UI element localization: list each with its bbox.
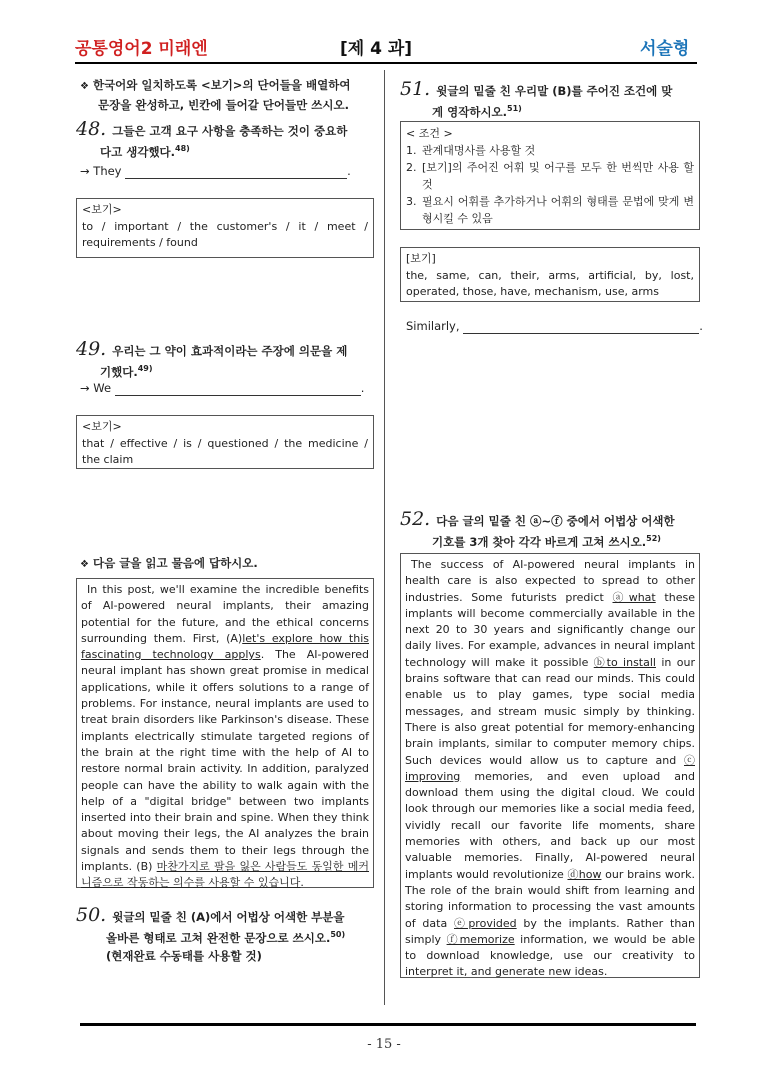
question-number: 50. xyxy=(76,904,107,926)
passage-2: The success of AI-powered neural implants in health care is also expected to spread to other industries. Some futurists predict ⓐwhat these implants will become commercially available in the next 20 to 30 years and significantly change our daily lives. For example, advances in neural implant technology will make it possible ⓑto install in our brains software that can read our minds. This could enable us to play games, type social media messages, and stream music simply by thinking. There is also great potential for memory-enhancing brain implants, similar to computer memory chips. Such devices would allow us to capture and ⓒ improving memories, and even upload and download them using the digital cloud. We could look through our memories like a social media feed, vividly recall our favorite life moments, share memories with others, and back up our most valuable memories. Finally, AI-powered neural implants would revolutionize ⓓhow our brains work. The role of the brain would shift from learning and storing information to processing the vast amounts of data ⓔprovided by the implants. Rather than simply ⓕmemorize information, we would be able to download knowledge, use our creativity to interpret it, and generate new ideas. xyxy=(400,553,700,978)
q49-word-box: <보기> that / effective / is / questioned / the medicine / the claim xyxy=(76,415,374,469)
q48-word-box: <보기> to / important / the customer's / it / meet / requirements / found xyxy=(76,198,374,258)
marker-a: ⓐwhat xyxy=(612,590,656,604)
bullet-icon: ❖ xyxy=(80,81,89,92)
page-number: - 15 - xyxy=(367,1037,401,1052)
marker-e: ⓔprovided xyxy=(454,916,517,930)
condition-2: 2. [보기]의 주어진 어휘 및 어구를 모두 한 번씩만 사용 할 것 xyxy=(406,161,694,191)
header-lesson-title: [제 4 과] xyxy=(340,39,413,59)
question-number: 49. xyxy=(76,338,107,360)
section1-instruction: ❖ 한국어와 일치하도록 <보기>의 단어들을 배열하여 문장을 완성하고, 빈칸에 들어갈 단어들만 쓰시오. xyxy=(80,78,351,112)
header-left-title: 공통영어2 미래엔 xyxy=(75,39,208,59)
q49-answer-line[interactable]: → We . xyxy=(80,381,365,395)
question-number: 48. xyxy=(76,118,107,140)
header-rule xyxy=(75,62,697,64)
column-divider xyxy=(384,70,385,1005)
answer-blank[interactable] xyxy=(115,383,361,396)
q48-answer-line[interactable]: → They . xyxy=(80,164,351,178)
passage-1: In this post, we'll examine the incredible benefits of AI-powered neural implants, their amazing potential for the future, and the ethical concerns surrounding them. First, (A)let's explore how this fascinating technology applys. The AI-powered neural implant has shown great promise in medical applications, while it offers solutions to a range of problems. For instance, neural implants are used to treat brain disorders like Parkinson's disease. These implants electrically stimulate targeted regions of the brain at the right time with the help of AI to restore normal brain activity. In addition, paralyzed people can have the ability to walk again with the help of a "digital bridge" between two implants inserted into their brain and spine. When they think about moving their legs, the AI analyzes the brain signals and sends them to their legs through the implants. (B) 마찬가지로 팔을 잃은 사람들도 동일한 메커니즘으로 작동하는 의수를 사용할 수 있습니다. xyxy=(76,578,374,888)
q51-answer-line[interactable]: Similarly, . xyxy=(406,319,703,333)
marker-f: ⓕmemorize xyxy=(446,932,515,946)
header-right-title: 서술형 xyxy=(640,39,690,59)
marker-d: ⓓhow xyxy=(567,867,602,881)
q51-word-box: [보기] the, same, can, their, arms, artificial, by, lost, operated, those, have, mechanism, use, arms xyxy=(400,247,700,302)
question-50: 50. 윗글의 밑줄 친 (A)에서 어법상 어색한 부분을 올바른 형태로 고쳐 완전한 문장으로 쓰시오.$^{50)}$ (현재완료 수동태를 사용할 것) xyxy=(76,904,346,963)
q51-conditions-box: < 조건 > 1. 관계대명사를 사용할 것 2. [보기]의 주어진 어휘 및 어구를 모두 한 번씩만 사용 할 것 3. 필요시 어휘를 추가하거나 어휘의 형태를 문법에 맞게 변형시킬 수 있음 xyxy=(400,121,700,230)
question-number: 51. xyxy=(400,78,431,100)
underlined-part-b: 마찬가지로 팔을 잃은 사람들도 동일한 메커니즘으로 작동하는 의수를 사용할 수 있습니다 xyxy=(81,860,370,890)
underlined-part-a: let's explore how this fascinating technology applys xyxy=(81,631,369,662)
question-49: 49. 우리는 그 약이 효과적이라는 주장에 의문을 제 기했다.$^{49)}$ xyxy=(76,338,348,379)
condition-1: 1. 관계대명사를 사용할 것 xyxy=(406,144,536,157)
question-number: 52. xyxy=(400,508,431,530)
footer-rule xyxy=(80,1023,696,1026)
condition-3: 3. 필요시 어휘를 추가하거나 어휘의 형태를 문법에 맞게 변형시킬 수 있음 xyxy=(406,195,694,225)
question-48: 48. 그들은 고객 요구 사항을 충족하는 것이 중요하 다고 생각했다.$^{48)}$ xyxy=(76,118,348,159)
marker-c: ⓒ improving xyxy=(405,753,695,783)
section2-instruction: ❖ 다음 글을 읽고 물음에 답하시오. xyxy=(80,556,258,570)
question-51: 51. 윗글의 밑줄 친 우리말 (B)를 주어진 조건에 맞 게 영작하시오.$^{51)}$ xyxy=(400,78,673,119)
question-52: 52. 다음 글의 밑줄 친 ⓐ~ⓕ 중에서 어법상 어색한 기호를 3개 찾아 각각 바르게 고쳐 쓰시오.$^{52)}$ xyxy=(400,508,675,549)
bullet-icon: ❖ xyxy=(80,559,89,570)
answer-blank[interactable] xyxy=(125,166,347,179)
answer-blank[interactable] xyxy=(463,321,699,334)
marker-b: ⓑto install xyxy=(593,655,656,669)
